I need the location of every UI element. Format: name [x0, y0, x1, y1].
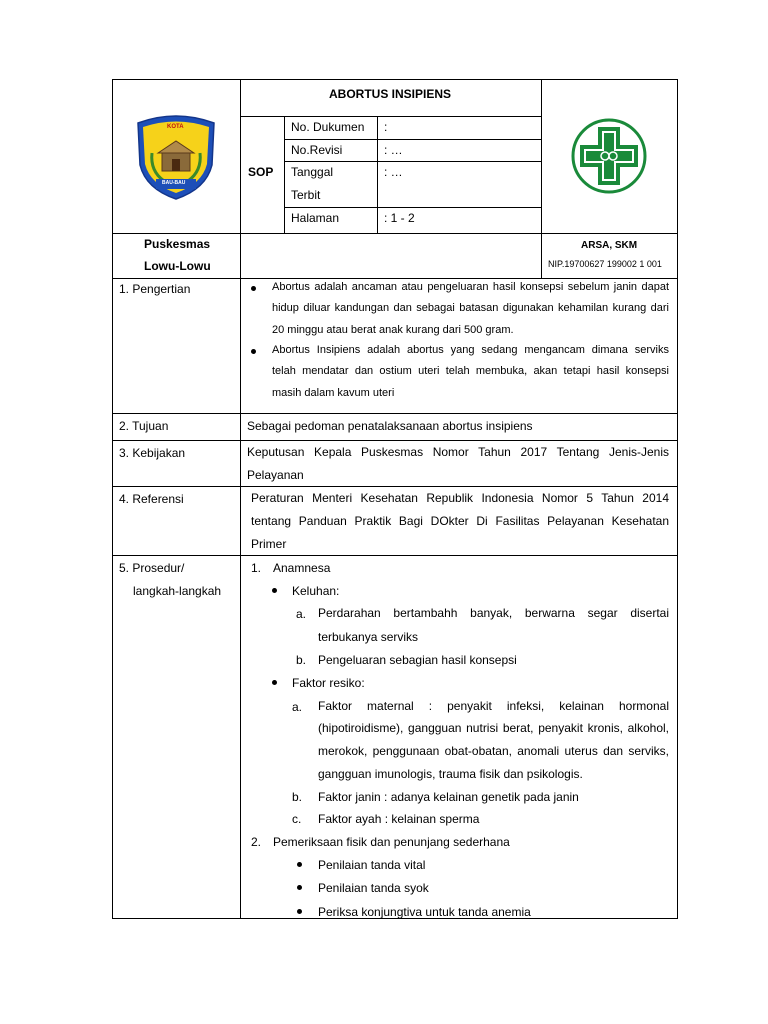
- keluhan-heading: Keluhan:: [292, 584, 340, 598]
- referensi-line3: Primer: [251, 537, 287, 551]
- section-label-pengertian: 1. Pengertian: [119, 282, 191, 296]
- field-value-halaman: : 1 - 2: [384, 211, 415, 225]
- bullet-icon: [272, 588, 277, 593]
- bullet-icon: [251, 286, 256, 291]
- field-label-halaman: Halaman: [291, 211, 340, 225]
- kebijakan-line1: Keputusan Kepala Puskesmas Nomor Tahun 2017 Tentang Jenis-Jenis: [247, 445, 669, 459]
- org-name-line1: Puskesmas: [144, 237, 211, 251]
- faktor-b: Faktor janin : adanya kelainan genetik pada janin: [318, 790, 579, 804]
- field-label-no-dokumen: No. Dukumen: [291, 120, 365, 134]
- referensi-line1: Peraturan Menteri Kesehatan Republik Indonesia Nomor 5 Tahun 2014: [251, 491, 669, 505]
- list-marker-c: c.: [292, 812, 302, 826]
- pemeriksaan-item-3: Periksa konjungtiva untuk tanda anemia: [318, 905, 531, 919]
- sop-label: SOP: [248, 165, 274, 179]
- section-label-kebijakan: 3. Kebijakan: [119, 446, 186, 460]
- kota-baubau-logo: [134, 113, 218, 201]
- org-name-line2: Lowu-Lowu: [144, 259, 211, 273]
- bullet-icon: [272, 680, 277, 685]
- bullet-icon: [297, 862, 302, 867]
- page-title: ABORTUS INSIPIENS: [329, 87, 452, 101]
- field-label-tanggal: Tanggal: [291, 165, 334, 179]
- pemeriksaan-item-2: Penilaian tanda syok: [318, 881, 429, 895]
- step-number-1: 1.: [251, 561, 262, 575]
- field-value-no-revisi: : …: [384, 143, 403, 157]
- field-value-no-dokumen: :: [384, 120, 388, 134]
- bullet-icon: [297, 885, 302, 890]
- step-number-2: 2.: [251, 835, 262, 849]
- signer-name: ARSA, SKM: [581, 240, 638, 251]
- tujuan-text: Sebagai pedoman penatalaksanaan abortus insipiens: [247, 419, 533, 433]
- list-marker-a: a.: [296, 607, 307, 621]
- list-marker-a: a.: [292, 700, 303, 714]
- faktor-a-line1: Faktor maternal : penyakit infeksi, kelainan hormonal: [318, 699, 669, 713]
- keluhan-b: Pengeluaran sebagian hasil konsepsi: [318, 653, 517, 667]
- list-marker-b: b.: [292, 790, 303, 804]
- faktor-heading: Faktor resiko:: [292, 676, 365, 690]
- kebijakan-line2: Pelayanan: [247, 468, 304, 482]
- pengertian-b2-line2: telah mendatar dan ostium uteri telah membuka, akan tetapi hasil konsepsi: [272, 365, 669, 377]
- logo-text-kota: KOTA: [167, 124, 184, 130]
- faktor-a-line2: (hipotiroidisme), gangguan nutrisi berat, penyakit kronis, alkohol,: [318, 721, 669, 735]
- puskesmas-logo: [570, 117, 648, 195]
- faktor-a-line3: merokok, penggunaan obat-obatan, anomali uterus dan serviks,: [318, 744, 669, 758]
- pengertian-b2-line3: masih dalam kavum uteri: [272, 387, 395, 399]
- field-label-terbit: Terbit: [291, 188, 321, 202]
- pengertian-b1-line3: 20 minggu atau berat anak kurang dari 500 gram.: [272, 324, 514, 336]
- section-label-referensi: 4. Referensi: [119, 492, 184, 506]
- bullet-icon: [251, 349, 256, 354]
- step-anamnesa: Anamnesa: [273, 561, 331, 575]
- keluhan-a-line2: terbukanya serviks: [318, 630, 419, 644]
- section-label-prosedur-2: langkah-langkah: [133, 584, 222, 598]
- signer-nip: NIP.19700627 199002 1 001: [548, 259, 662, 269]
- pengertian-b1-line1: Abortus adalah ancaman atau pengeluaran hasil konsepsi sebelum janin dapat: [272, 281, 669, 293]
- field-label-no-revisi: No.Revisi: [291, 143, 343, 157]
- faktor-c: Faktor ayah : kelainan sperma: [318, 812, 480, 826]
- section-label-prosedur: 5. Prosedur/: [119, 561, 185, 575]
- step-pemeriksaan: Pemeriksaan fisik dan penunjang sederhana: [273, 835, 510, 849]
- section-label-tujuan: 2. Tujuan: [119, 419, 169, 433]
- pengertian-b1-line2: hidup diluar kandungan dan sebagai batasan digunakan kehamilan kurang dari: [272, 302, 669, 314]
- pemeriksaan-item-1: Penilaian tanda vital: [318, 858, 426, 872]
- field-value-tanggal: : …: [384, 165, 403, 179]
- pengertian-b2-line1: Abortus Insipiens adalah abortus yang sedang mengancam dimana serviks: [272, 344, 669, 356]
- bullet-icon: [297, 909, 302, 914]
- logo-text-baubau: BAU-BAU: [162, 180, 186, 186]
- list-marker-b: b.: [296, 653, 307, 667]
- keluhan-a-line1: Perdarahan bertambahh banyak, berwarna segar disertai: [318, 606, 669, 620]
- faktor-a-line4: gangguan imunologis, trauma fisik dan psikologis.: [318, 767, 583, 781]
- referensi-line2: tentang Panduan Praktik Bagi DOkter Di Fasilitas Pelayanan Kesehatan: [251, 514, 669, 528]
